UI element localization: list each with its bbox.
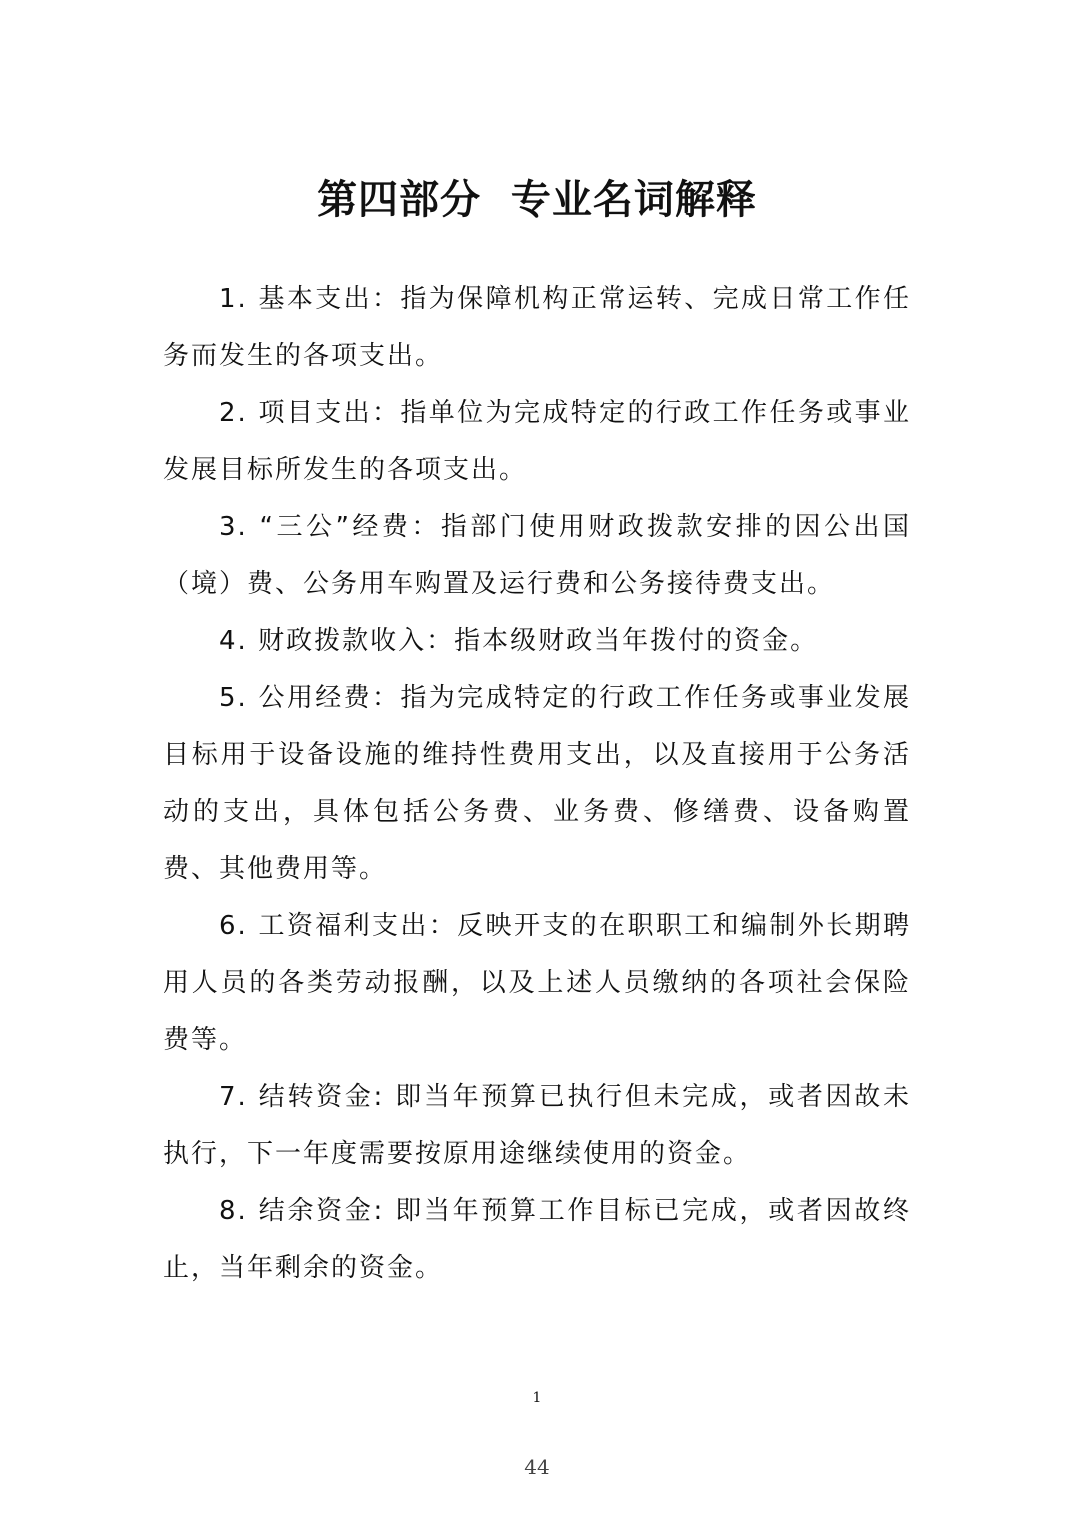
term-label: 8. 结余资金: (219, 1196, 396, 1226)
term-item-fiscal-allocation-income (163, 613, 911, 670)
term-definition: 指为保障机构正常运转、完成日常工作任务而发生的各项支出。 (163, 284, 911, 371)
term-label: 6. 工资福利支出： (219, 911, 458, 941)
term-definition: 反映开支的在职职工和编制外长期聘用人员的各类劳动报酬，以及上述人员缴纳的各项社会保险费等。 (163, 911, 911, 1055)
term-label: 3. “三公”经费： (219, 512, 441, 542)
term-label: 1. 基本支出： (219, 284, 401, 314)
term-definition: 即当年预算已执行但未完成，或者因故未执行，下一年度需要按原用途继续使用的资金。 (163, 1082, 911, 1169)
term-item-project-expenditure (163, 385, 911, 499)
term-item-three-public-funds (163, 499, 911, 613)
term-definition: 指单位为完成特定的行政工作任务或事业发展目标所发生的各项支出。 (163, 398, 911, 485)
term-label: 7. 结转资金: (219, 1082, 396, 1112)
term-item-basic-expenditure (163, 271, 911, 385)
term-definition: 指为完成特定的行政工作任务或事业发展目标用于设备设施的维持性费用支出，以及直接用于公务活动的支出，具体包括公务费、业务费、修缮费、设备购置费、其他费用等。 (163, 683, 911, 884)
term-item-wages-welfare (163, 898, 911, 1069)
term-definition: 即当年预算工作目标已完成，或者因故终止，当年剩余的资金。 (163, 1196, 911, 1283)
term-item-public-expenses (163, 670, 911, 898)
term-label: 2. 项目支出： (219, 398, 401, 428)
term-definition: 指部门使用财政拨款安排的因公出国（境）费、公务用车购置及运行费和公务接待费支出。 (163, 512, 911, 599)
page-number-outer: 44 (524, 1455, 550, 1479)
term-list (163, 271, 911, 1297)
term-label: 4. 财政拨款收入： (219, 626, 455, 656)
term-item-carryover-funds (163, 1069, 911, 1183)
term-item-surplus-funds (163, 1183, 911, 1297)
term-label: 5. 公用经费： (219, 683, 401, 713)
page-title: 第四部分 专业名词解释 (317, 176, 757, 223)
term-definition: 指本级财政当年拨付的资金。 (454, 626, 819, 656)
page-number-inner: 1 (532, 1390, 542, 1406)
